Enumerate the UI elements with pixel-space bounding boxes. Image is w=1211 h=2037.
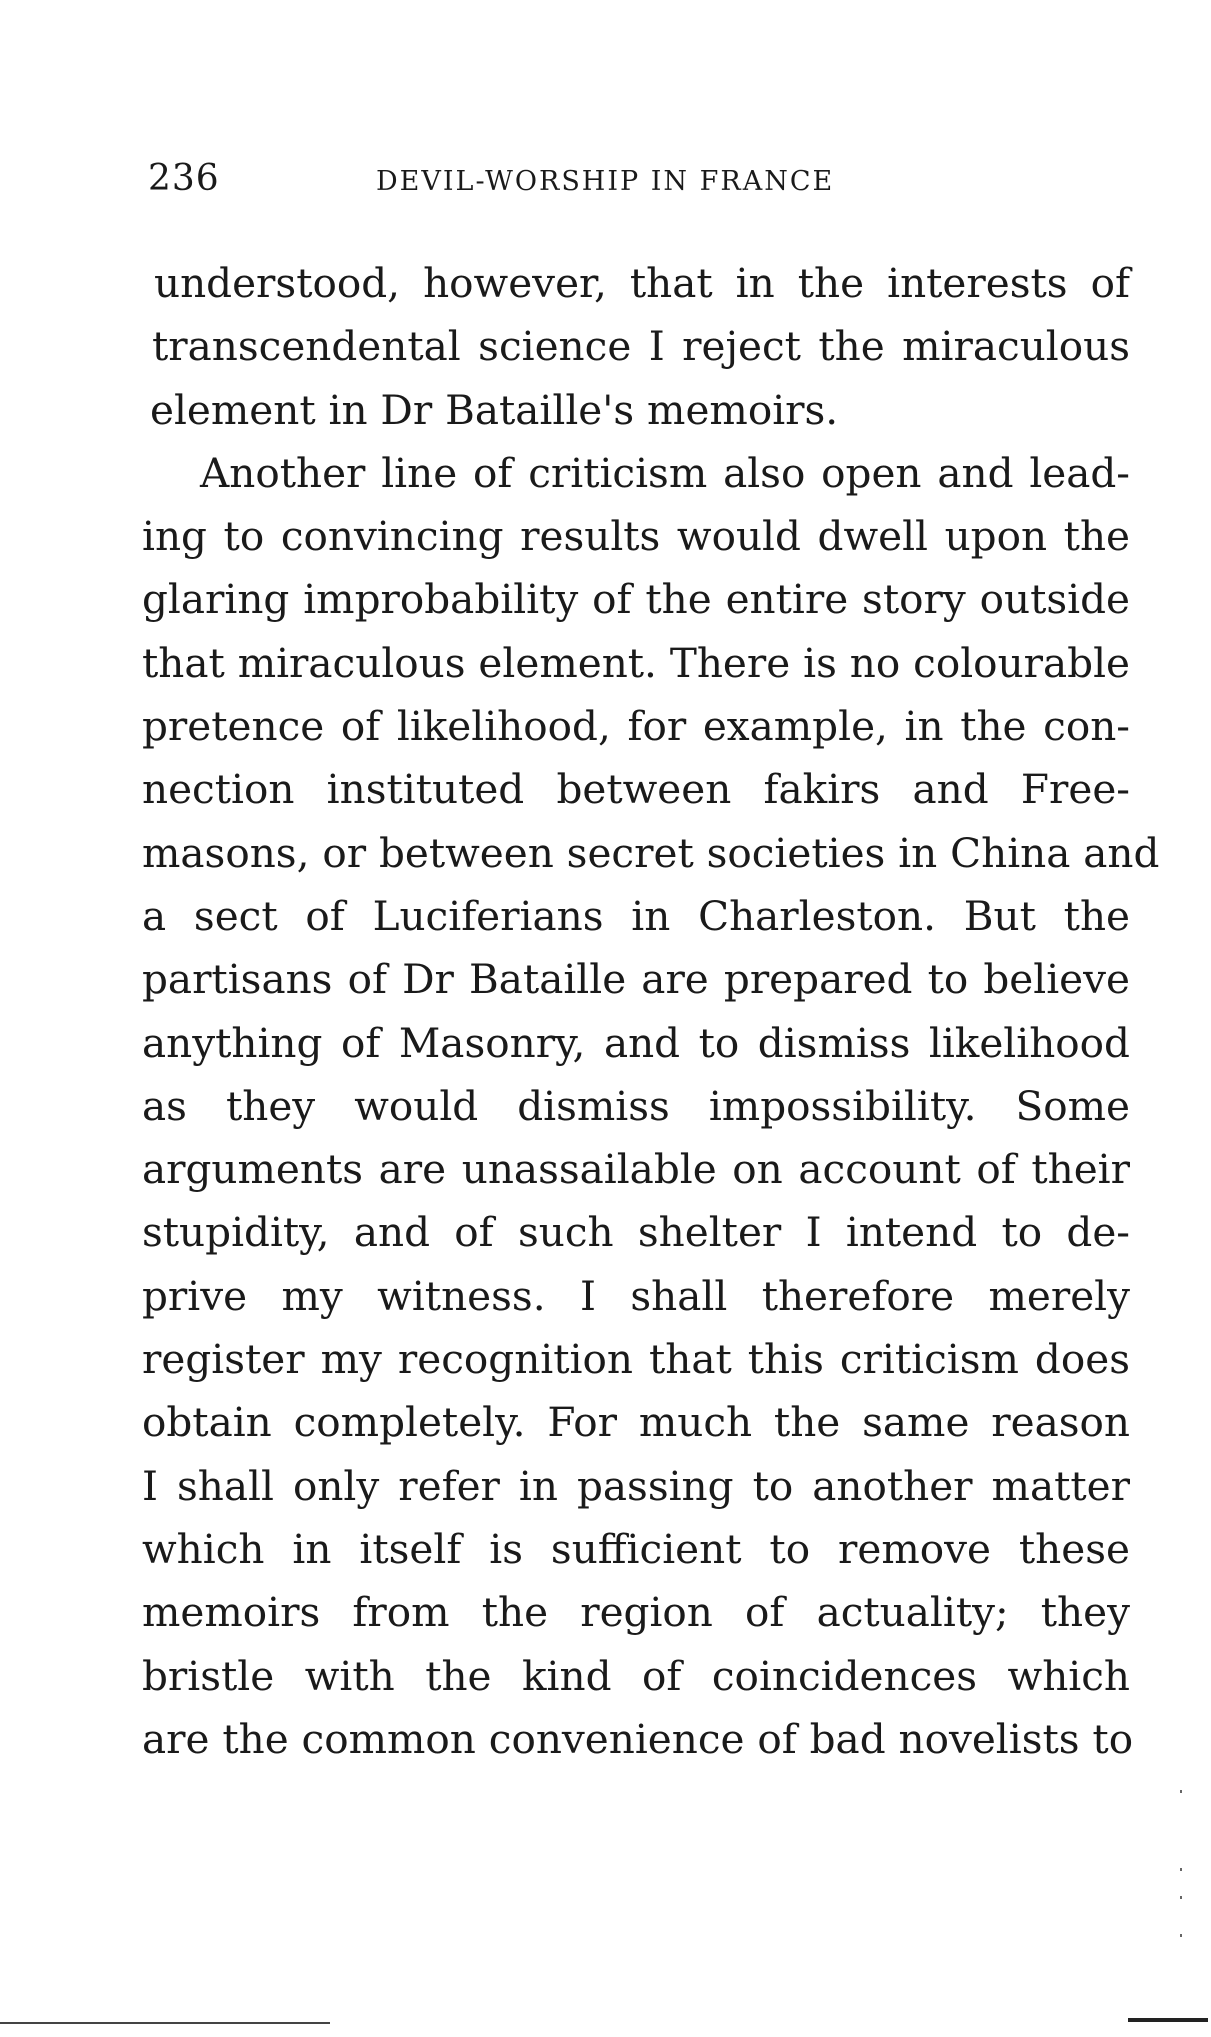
text-line: transcendental science I reject the miraculous — [152, 322, 1130, 371]
text-line: which in itself is sufficient to remove these — [142, 1524, 1130, 1573]
margin-speck — [1180, 1868, 1182, 1871]
text-line: arguments are unassailable on account of their — [142, 1145, 1130, 1194]
text-line: stupidity, and of such shelter I intend to de- — [142, 1208, 1130, 1257]
text-line: partisans of Dr Bataille are prepared to believe — [142, 955, 1130, 1004]
text-line: prive my witness. I shall therefore merely — [142, 1271, 1130, 1320]
text-line: understood, however, that in the interests of — [154, 259, 1130, 307]
paragraph-2 — [138, 442, 1160, 1771]
text-line: ing to convincing results would dwell upon the — [142, 512, 1130, 561]
running-head — [148, 158, 928, 208]
margin-speck — [1180, 1934, 1182, 1937]
text-line: obtain completely. For much the same reason — [142, 1398, 1130, 1447]
text-line: are the common convenience of bad novelists to — [142, 1714, 1134, 1763]
text-line: a sect of Luciferians in Charleston. But the — [142, 891, 1130, 940]
text-line: masons, or between secret societies in China and — [142, 828, 1160, 877]
text-line: nection instituted between fakirs and Free- — [142, 765, 1130, 814]
text-line: glaring improbability of the entire story outside — [142, 575, 1130, 624]
text-line: memoirs from the region of actuality; they — [142, 1588, 1130, 1637]
page-number: 236 — [148, 158, 220, 199]
margin-speck — [1180, 1896, 1182, 1899]
text-line: Another line of criticism also open and lead- — [200, 448, 1130, 497]
text-line: element in Dr Bataille's memoirs. — [150, 385, 839, 434]
text-line: that miraculous element. There is no colourable — [142, 638, 1130, 687]
margin-speck — [1180, 1790, 1182, 1793]
body-text — [138, 252, 1160, 1771]
text-line: anything of Masonry, and to dismiss likelihood — [142, 1018, 1130, 1067]
paragraph-1 — [138, 252, 1130, 442]
bottom-rule-right — [1128, 2018, 1208, 2022]
text-line: as they would dismiss impossibility. Some — [142, 1081, 1130, 1130]
text-line: register my recognition that this criticism does — [142, 1335, 1130, 1384]
bottom-rule-left — [0, 2022, 330, 2024]
text-line: bristle with the kind of coincidences which — [142, 1651, 1130, 1700]
running-title: DEVIL-WORSHIP IN FRANCE — [376, 166, 835, 197]
text-line: I shall only refer in passing to another matter — [142, 1461, 1130, 1510]
text-line: pretence of likelihood, for example, in the con- — [142, 702, 1130, 751]
